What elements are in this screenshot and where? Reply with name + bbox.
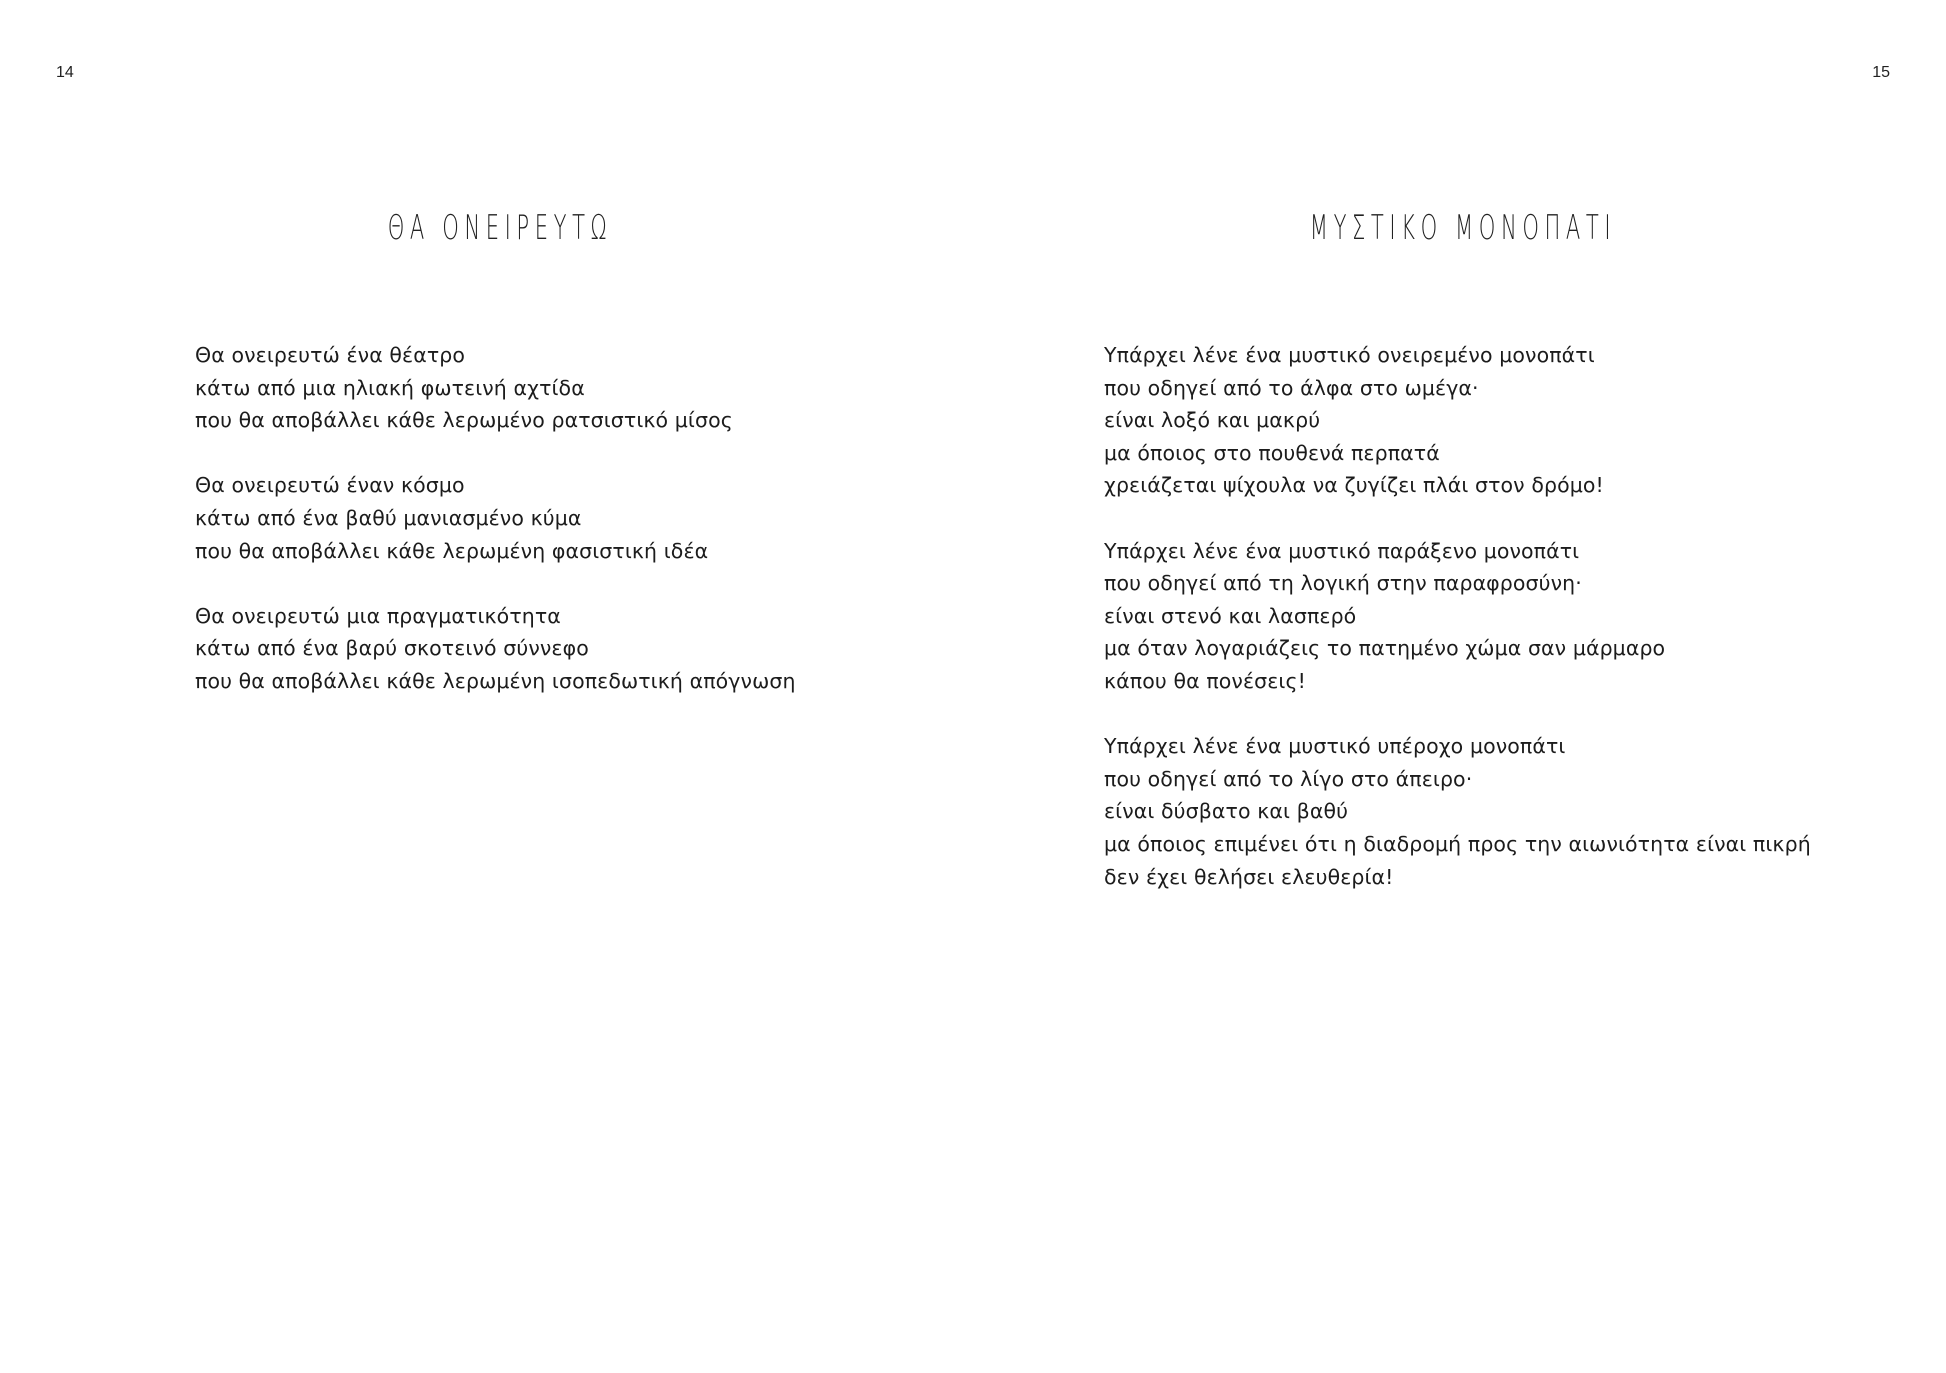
poem-line: είναι στενό και λασπερό [1104, 603, 1357, 628]
poem-line: κάτω από μια ηλιακή φωτεινή αχτίδα [195, 375, 585, 400]
page-number: 15 [1872, 64, 1890, 81]
poem-line: Υπάρχει λένε ένα μυστικό παράξενο μονοπάτι [1104, 538, 1580, 563]
poem-line: μα όποιος στο πουθενά περπατά [1104, 440, 1440, 465]
poem-line: Υπάρχει λένε ένα μυστικό ονειρεμένο μονοπάτι [1104, 343, 1595, 367]
poem-line: κάπου θα πονέσεις! [1104, 668, 1306, 693]
poem-line: Θα ονειρευτώ μια πραγματικότητα [195, 603, 561, 628]
poem-line: κάτω από ένα βαθύ μανιασμένο κύμα [195, 505, 582, 530]
poem-title: ΜΥΣΤΙΚΟ ΜΟΝΟΠΑΤΙ [1309, 208, 1617, 248]
stanza [195, 469, 796, 567]
poem-title: ΘΑ ΟΝΕΙΡΕΥΤΩ [387, 208, 613, 248]
stanza [1104, 339, 1811, 502]
stanza [1104, 730, 1811, 893]
stanza [195, 339, 796, 437]
poem-line: που θα αποβάλλει κάθε λερωμένη φασιστική ιδέα [195, 538, 709, 563]
poem-line: που οδηγεί από τη λογική στην παραφροσύνη· [1104, 571, 1582, 596]
poem-line: Θα ονειρευτώ έναν κόσμο [195, 473, 465, 498]
poem-line: είναι δύσβατο και βαθύ [1104, 799, 1349, 824]
poem-line: που οδηγεί από το λίγο στο άπειρο· [1104, 766, 1473, 791]
poem-line: που οδηγεί από το άλφα στο ωμέγα· [1104, 375, 1479, 400]
stanza [195, 600, 796, 698]
poem-line: που θα αποβάλλει κάθε λερωμένη ισοπεδωτική απόγνωση [195, 668, 796, 693]
poem-line: μα όποιος επιμένει ότι η διαδρομή προς την αιωνιότητα είναι πικρή [1104, 831, 1811, 856]
poem-line: που θα αποβάλλει κάθε λερωμένο ρατσιστικό μίσος [195, 408, 733, 433]
poem-line: δεν έχει θελήσει ελευθερία! [1104, 864, 1394, 889]
right-page [973, 0, 1946, 1373]
stanza [1104, 535, 1811, 698]
page-number: 14 [56, 64, 74, 81]
poem-line: Θα ονειρευτώ ένα θέατρο [195, 343, 466, 367]
poem-line: κάτω από ένα βαρύ σκοτεινό σύννεφο [195, 636, 589, 661]
poem-line: χρειάζεται ψίχουλα να ζυγίζει πλάι στον δρόμο! [1104, 473, 1604, 498]
poem-line: είναι λοξό και μακρύ [1104, 408, 1321, 433]
poem-line: μα όταν λογαριάζεις το πατημένο χώμα σαν μάρμαρο [1104, 636, 1666, 661]
poem-line: Υπάρχει λένε ένα μυστικό υπέροχο μονοπάτι [1104, 734, 1566, 759]
poem-body [1104, 339, 1811, 926]
poem-body [195, 339, 796, 730]
